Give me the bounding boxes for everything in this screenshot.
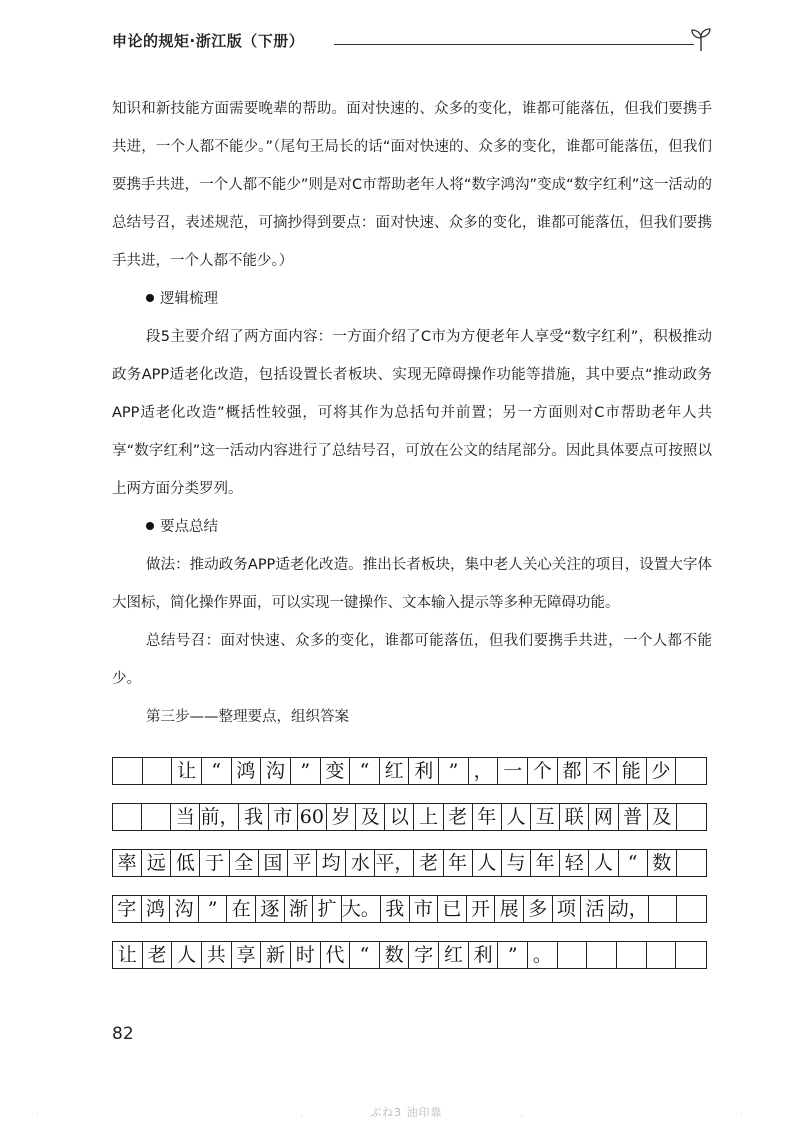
grid-cell: 项 <box>553 896 582 922</box>
grid-cell: ， <box>469 758 499 784</box>
grid-cell: 平， <box>375 852 414 874</box>
grid-cell: 。 <box>528 942 558 968</box>
answer-grid-row <box>112 757 707 785</box>
grid-cell: 沟 <box>261 758 291 784</box>
grid-cell: 大。 <box>341 898 380 920</box>
grid-cell: 动， <box>609 898 648 920</box>
grid-cell: 我 <box>381 896 410 922</box>
grid-cell <box>113 758 143 784</box>
grid-cell <box>142 804 171 830</box>
grid-cell: 能 <box>617 758 647 784</box>
sprout-icon <box>690 26 712 52</box>
grid-cell: 60 <box>298 804 327 830</box>
grid-cell: 多 <box>524 896 553 922</box>
grid-cell: 年 <box>531 850 560 876</box>
grid-cell: 年 <box>444 850 473 876</box>
section-heading-summary <box>112 508 712 546</box>
grid-cell: 老 <box>444 804 473 830</box>
grid-cell: 人 <box>589 850 618 876</box>
answer-grid-row <box>112 803 707 831</box>
grid-cell: 联 <box>560 804 589 830</box>
grid-cell: 利 <box>469 942 499 968</box>
scan-speck: · <box>520 1112 523 1122</box>
grid-cell: 我 <box>239 804 268 830</box>
grid-cell: 市 <box>410 896 439 922</box>
grid-cell: 扩 <box>313 896 342 922</box>
grid-cell: 人 <box>473 850 502 876</box>
grid-cell: 变 <box>321 758 351 784</box>
grid-cell <box>676 942 706 968</box>
grid-cell: 让 <box>172 758 202 784</box>
bullet-dot-icon <box>146 522 154 530</box>
grid-cell: 一 <box>498 758 528 784</box>
heading-summary-text: 要点总结 <box>160 519 218 535</box>
grid-cell: 逐 <box>256 896 285 922</box>
grid-cell: 远 <box>142 850 171 876</box>
grid-cell: 共 <box>202 942 232 968</box>
grid-cell: 均 <box>317 850 346 876</box>
grid-cell: 鸿 <box>142 896 171 922</box>
grid-cell <box>113 804 142 830</box>
grid-cell <box>677 804 706 830</box>
grid-cell: 让 <box>113 942 143 968</box>
grid-cell: 时 <box>291 942 321 968</box>
grid-cell: 数 <box>648 850 677 876</box>
grid-cell: 字 <box>409 942 439 968</box>
grid-cell: 人 <box>502 804 531 830</box>
grid-cell: 岁 <box>327 804 356 830</box>
grid-cell: 市 <box>269 804 298 830</box>
grid-cell: 网 <box>589 804 618 830</box>
grid-cell <box>649 896 678 922</box>
grid-cell: 活 <box>581 896 610 922</box>
grid-cell <box>558 942 588 968</box>
running-header <box>112 26 712 56</box>
grid-cell: ” <box>199 896 228 922</box>
grid-cell: 享 <box>232 942 262 968</box>
book-title: 申论的规矩·浙江版（下册） <box>112 32 305 50</box>
grid-cell: 展 <box>495 896 524 922</box>
grid-cell: 数 <box>380 942 410 968</box>
grid-cell: 全 <box>230 850 259 876</box>
grid-cell: ” <box>291 758 321 784</box>
grid-cell: 红 <box>380 758 410 784</box>
page-number: 82 <box>112 1024 134 1044</box>
grid-cell: 互 <box>531 804 560 830</box>
grid-cell: 都 <box>558 758 588 784</box>
grid-cell: 个 <box>528 758 558 784</box>
grid-cell: 字 <box>113 896 142 922</box>
grid-cell: 人 <box>172 942 202 968</box>
grid-cell: 及 <box>648 804 677 830</box>
bullet-dot-icon <box>146 294 154 302</box>
grid-cell: 于 <box>200 850 229 876</box>
grid-cell: 红 <box>439 942 469 968</box>
paragraph-logic: 段5主要介绍了两方面内容：一方面介绍了C市为方便老年人享受“数字红利”，积极推动政务APP适老化改造，包括设置长者板块、实现无障碍操作功能等措施，其中要点“推动政务APP适老化改造”概括性较强，可将其作为总括句并前置；另一方面则对C市帮助老年人共享“数字红利”这一活动内容进行了总结号召，可放在公文的结尾部分。因此具体要点可按照以上两方面分类罗列。 <box>112 329 712 497</box>
grid-cell: 老 <box>414 850 443 876</box>
grid-cell: 渐 <box>285 896 314 922</box>
grid-cell: 当 <box>171 804 200 830</box>
grid-cell: “ <box>350 758 380 784</box>
grid-cell <box>143 758 173 784</box>
grid-cell: ” <box>498 942 528 968</box>
grid-cell <box>647 942 677 968</box>
scan-speck: · <box>740 1110 743 1120</box>
grid-cell: 国 <box>259 850 288 876</box>
answer-grid-row <box>112 941 707 969</box>
header-rule <box>334 44 694 45</box>
grid-cell: 新 <box>261 942 291 968</box>
scan-speck: · <box>300 1112 303 1122</box>
grid-cell <box>677 850 706 876</box>
heading-logic-text: 逻辑梳理 <box>160 291 218 307</box>
grid-cell: 低 <box>171 850 200 876</box>
grid-cell: 与 <box>502 850 531 876</box>
grid-cell: 普 <box>619 804 648 830</box>
grid-cell: 沟 <box>170 896 199 922</box>
grid-cell: 及 <box>356 804 385 830</box>
grid-cell: 老 <box>143 942 173 968</box>
paragraph-call: 总结号召：面对快速、众多的变化，谁都可能落伍，但我们要携手共进，一个人都不能少。 <box>112 633 712 687</box>
section-heading-logic <box>112 280 712 318</box>
paragraph-method: 做法：推动政务APP适老化改造。推出长者板块，集中老人关心关注的项目，设置大字体大图标，简化操作界面，可以实现一键操作、文本输入提示等多种无障碍功能。 <box>112 557 712 611</box>
grid-cell: 轻 <box>560 850 589 876</box>
body-text <box>112 90 712 736</box>
grid-cell: 少 <box>647 758 677 784</box>
grid-cell: 以 <box>385 804 414 830</box>
grid-cell: “ <box>350 942 380 968</box>
grid-cell: 率 <box>113 850 142 876</box>
grid-cell: 在 <box>227 896 256 922</box>
grid-cell: 年 <box>473 804 502 830</box>
scan-speck: · <box>36 1110 39 1120</box>
grid-cell: 已 <box>438 896 467 922</box>
grid-cell <box>676 758 706 784</box>
paragraph-continued: 知识和新技能方面需要晚辈的帮助。面对快速的、众多的变化，谁都可能落伍，但我们要携手共进，一个人都不能少。”（尾句王局长的话“面对快速的、众多的变化，谁都可能落伍，但我们要携手共进，一个人都不能少”则是对C市帮助老年人将“数字鸿沟”变成“数字红利”这一活动的总结号召，表述规范，可摘抄得到要点：面对快速、众多的变化，谁都可能落伍，但我们要携手共进，一个人都不能少。） <box>112 101 712 269</box>
grid-cell: 前， <box>200 806 239 828</box>
footer-scribble: ぶね3 油印靠 <box>370 1106 443 1119</box>
answer-grid-row <box>112 849 707 877</box>
grid-cell: “ <box>202 758 232 784</box>
grid-cell: 水 <box>346 850 375 876</box>
grid-cell: 上 <box>414 804 443 830</box>
grid-cell: 代 <box>321 942 351 968</box>
grid-cell <box>617 942 647 968</box>
grid-cell <box>677 896 706 922</box>
answer-grid-row <box>112 895 707 923</box>
grid-cell: 平 <box>288 850 317 876</box>
grid-cell: “ <box>619 850 648 876</box>
step-title: 第三步——整理要点，组织答案 <box>146 709 349 725</box>
grid-cell <box>587 942 617 968</box>
grid-cell: 鸿 <box>232 758 262 784</box>
grid-cell: ” <box>439 758 469 784</box>
grid-cell: 利 <box>409 758 439 784</box>
grid-cell: 开 <box>467 896 496 922</box>
grid-cell: 不 <box>587 758 617 784</box>
